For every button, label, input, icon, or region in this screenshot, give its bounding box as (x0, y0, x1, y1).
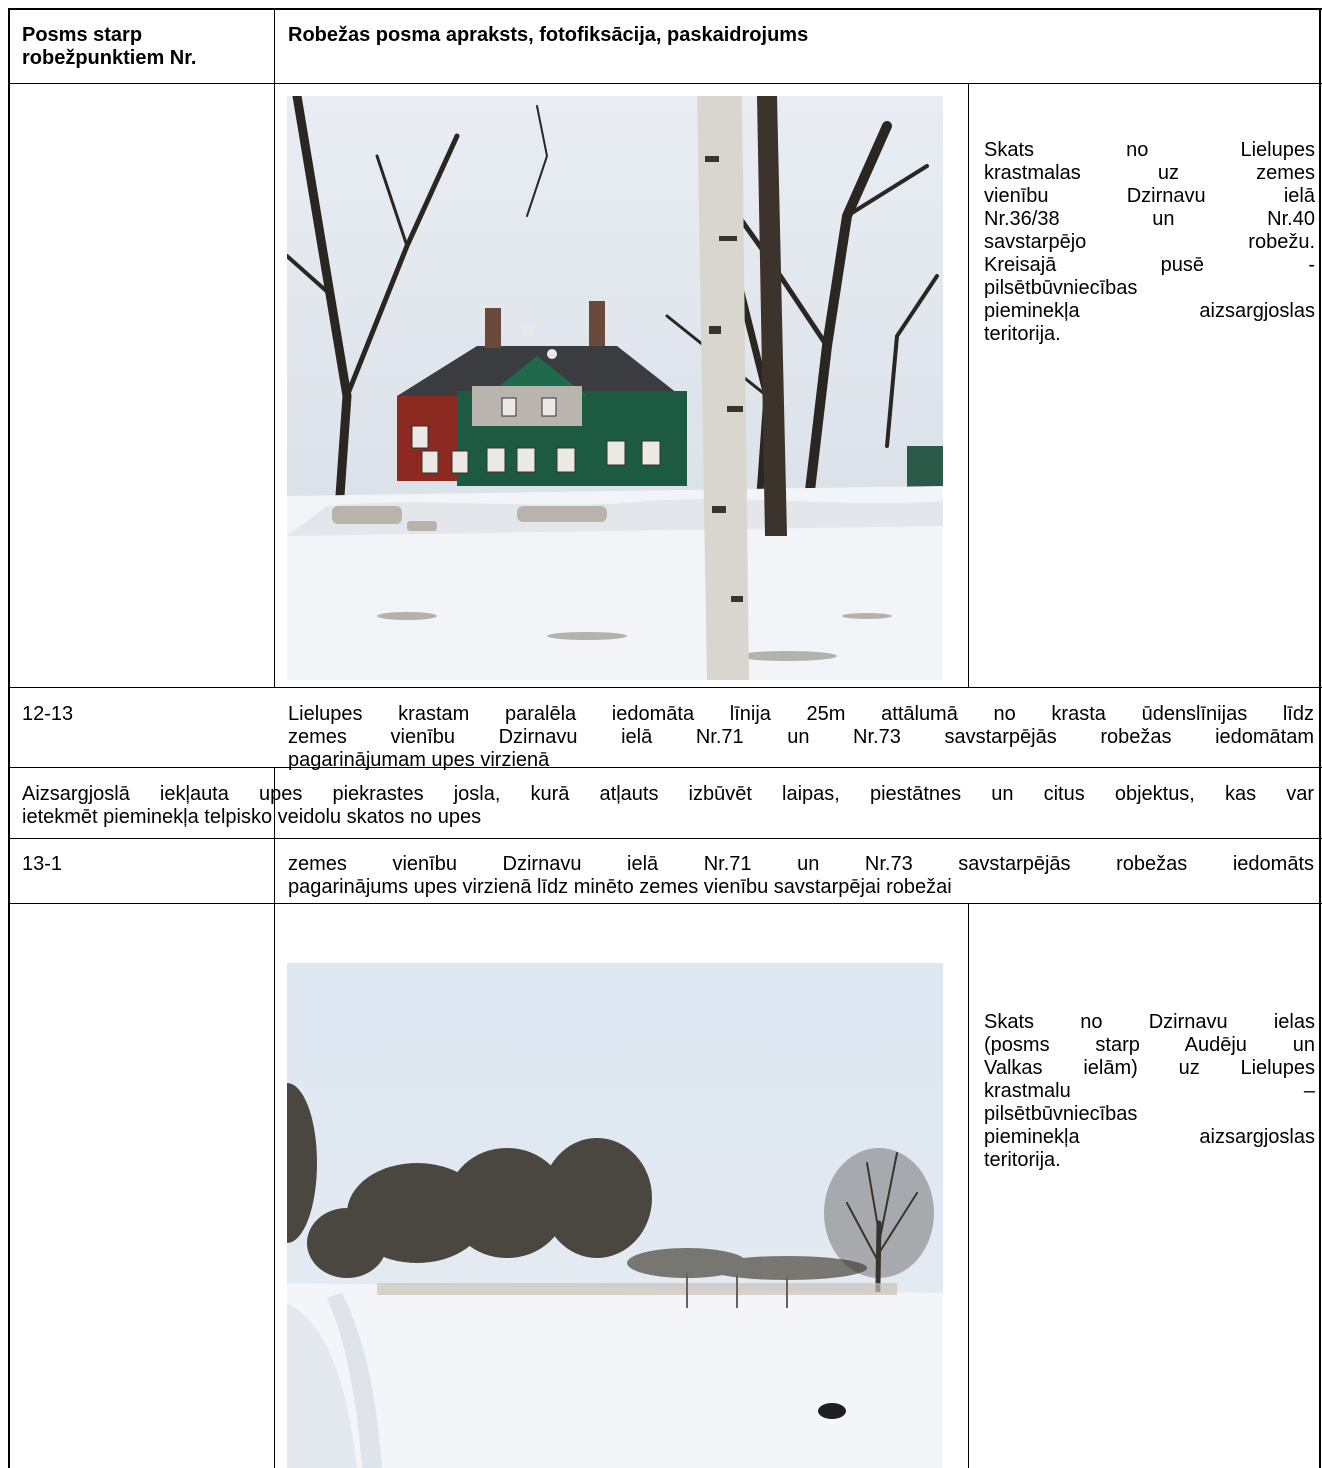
description-line: Lielupes krastam paralēla iedomāta līnija 25m attālumā no krasta ūdenslīnijas līdz (288, 703, 1314, 725)
protection-zone-note (22, 783, 1314, 829)
caption-line: Skats no Lielupes (984, 139, 1315, 161)
segment-description (288, 853, 1314, 899)
caption-line: vienību Dzirnavu ielā (984, 185, 1315, 207)
caption-line: savstarpējo robežu. (984, 231, 1315, 253)
caption-2 (984, 1011, 1315, 1172)
description-line: zemes vienību Dzirnavu ielā Nr.71 un Nr.73 savstarpējās robežas iedomāts (288, 853, 1314, 875)
caption-line: pieminekļa aizsargjoslas (984, 1126, 1315, 1148)
caption-line: pieminekļa aizsargjoslas (984, 300, 1315, 322)
description-line: pagarinājumam upes virzienā (288, 749, 550, 771)
caption-line: pilsētbūvniecības (984, 1103, 1138, 1125)
description-line: zemes vienību Dzirnavu ielā Nr.71 un Nr.73 savstarpējās robežas iedomātam (288, 726, 1314, 748)
caption-line: krastmalu – (984, 1080, 1315, 1102)
header-col-segment: Posms starp robežpunktiem Nr. (22, 24, 197, 69)
caption-line: krastmalas uz zemes (984, 162, 1315, 184)
segment-id: 13-1 (22, 853, 63, 875)
caption-1 (984, 139, 1315, 346)
segment-description (288, 703, 1314, 772)
caption-line: teritorija. (984, 323, 1061, 345)
caption-line: teritorija. (984, 1149, 1061, 1171)
caption-line: Valkas ielām) uz Lielupes (984, 1057, 1315, 1079)
caption-line: pilsētbūvniecības (984, 277, 1138, 299)
caption-line: Nr.36/38 un Nr.40 (984, 208, 1315, 230)
caption-line: Kreisajā pusē - (984, 254, 1315, 276)
caption-line: (posms starp Audēju un (984, 1034, 1315, 1056)
description-line: pagarinājums upes virzienā līdz minēto zemes vienību savstarpējai robežai (288, 876, 952, 898)
caption-line: Skats no Dzirnavu ielas (984, 1011, 1315, 1033)
segment-id: 12-13 (22, 703, 74, 725)
note-line: Aizsargjoslā iekļauta upes piekrastes josla, kurā atļauts izbūvēt laipas, piestātnes un citus objektus, kas var (22, 783, 1314, 805)
photo-riverbank-winter (287, 963, 943, 1468)
header-col-description: Robežas posma apraksts, fotofiksācija, paskaidrojums (288, 24, 809, 46)
note-line: ietekmēt pieminekļa telpisko veidolu skatos no upes (22, 806, 482, 828)
photo-house-winter (287, 96, 943, 680)
